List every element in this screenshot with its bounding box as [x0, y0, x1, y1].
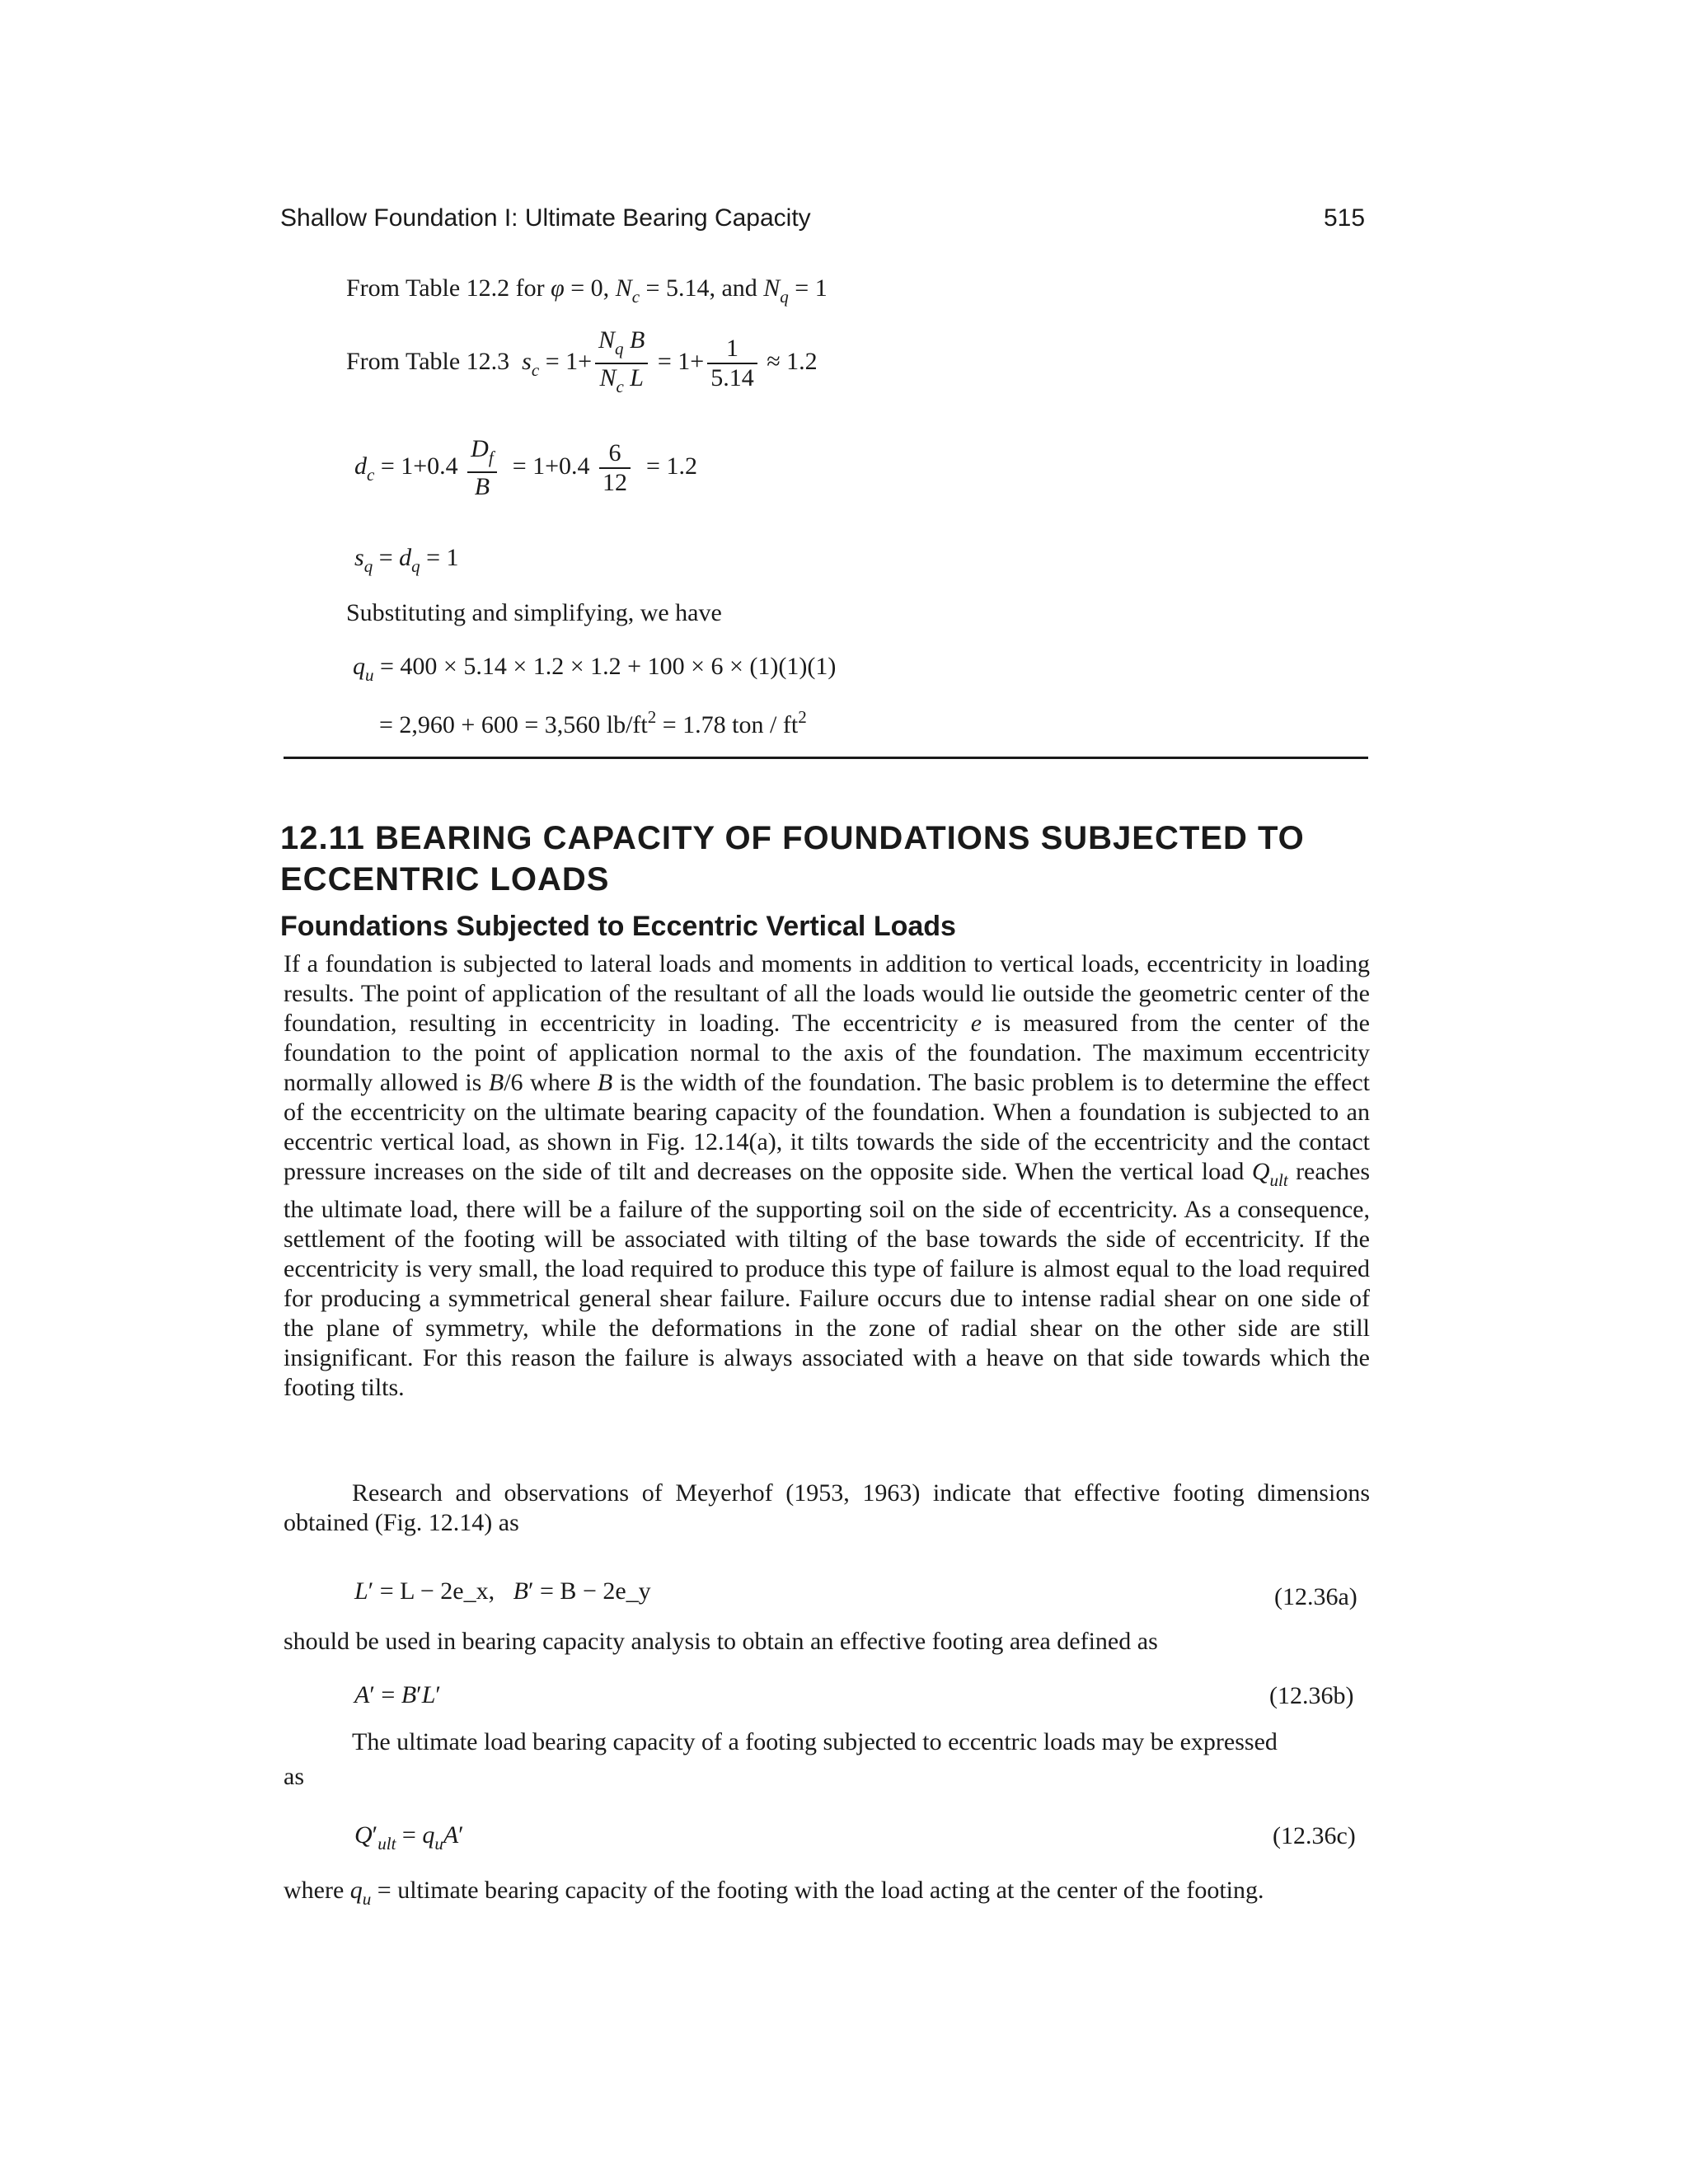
section-heading-line1: 12.11 BEARING CAPACITY OF FOUNDATIONS SUBJECTED TO — [280, 820, 1305, 856]
qu-equation-line1: $q_u = 400 \times 5.14 \times 1.2 \times 1.2 + 100 \times 6 \times (1)(1)(1)$ — [353, 653, 837, 685]
equation-number-12-36a: (12.36a) — [1274, 1583, 1357, 1610]
sq-dq-equation: $s_q = d_q = 1$ — [354, 544, 459, 576]
sc-equation: From Table 12.3 $s_c = 1+$ $\frac{N_q B}{N_c L}$ = 1+ $\frac{1}{5.14}$ ≈ 1.2 — [346, 326, 818, 401]
paragraph-eccentric-loads: If a foundation is subjected to lateral loads and moments in addition to vertical loads, eccentricity in loading results. The point of application of the resultant of all the loads would lie outside the geometric center of the foundation, resulting in eccentricity in loading. The eccentricity e is measured from the center of the foundation to the point of application normal to the axis of the foundation. The maximum eccentricity normally allowed is B/6 where B is the width of the foundation. The basic problem is to determine the effect of the eccentricity on the ultimate bearing capacity of the foundation. When a foundation is subjected to an eccentric vertical load, as shown in Fig. 12.14(a), it tilts towards the side of the eccentricity and the contact pressure increases on the side of tilt and decreases on the opposite side. When the vertical load $Q_{ult}$ reaches the ultimate load, there will be a failure of the supporting soil on the side of eccentricity. As a consequence, settlement of the footing will be associated with tilting of the base towards the side of eccentricity. If the eccentricity is very small, the load required to produce this type of failure is almost equal to the load required for producing a symmetrical general shear failure. Failure occurs due to intense radial shear on one side of the plane of symmetry, while the deformations in the zone of radial shear on the other side are still insignificant. For this reason the failure is always associated with a heave on that side towards which the footing tilts. — [284, 950, 1370, 1401]
qu-equation-line2: = 2,960 + 600 = 3,560 $lb/ft^2 = 1.78$ ton / $ft^2$ — [379, 707, 807, 738]
running-title: Shallow Foundation I: Ultimate Bearing Capacity — [280, 204, 811, 232]
paragraph-ultimate-load-line1: The ultimate load bearing capacity of a footing subjected to eccentric loads may be expressed — [352, 1728, 1278, 1755]
section-heading-line2: ECCENTRIC LOADS — [280, 861, 610, 898]
substituting-text: Substituting and simplifying, we have — [346, 599, 722, 626]
equation-12-36c: $Q'_{ult} = q_uA'$ — [354, 1821, 464, 1854]
paragraph-meyerhof: Research and observations of Meyerhof (1953, 1963) indicate that effective footing dimensions obtained (Fig. 12.14) as — [284, 1479, 1370, 1536]
paragraph-ultimate-load-line2: as — [284, 1763, 304, 1790]
dc-equation: $d_c = 1+0.4$ $\frac{D_f}{B}$ = 1+0.4 $\frac{6}{12}$ = 1.2 — [354, 435, 697, 500]
example-line-table-12-2: From Table 12.2 for φ = 0, $N_c = 5.14$, and $N_q = 1$ — [346, 274, 828, 307]
equation-12-36a: L′ = L − 2e_x, B′ = B − 2e_y — [354, 1577, 651, 1605]
page-number: 515 — [1324, 204, 1366, 232]
where-qu-definition: where $q_u$ = ultimate bearing capacity of the footing with the load acting at the center of the footing. — [284, 1877, 1264, 1909]
example-end-rule — [284, 757, 1368, 759]
equation-number-12-36c: (12.36c) — [1273, 1822, 1356, 1849]
after-eq-a-text: should be used in bearing capacity analysis to obtain an effective footing area defined as — [284, 1628, 1158, 1655]
subsection-heading: Foundations Subjected to Eccentric Vertical Loads — [280, 911, 956, 942]
equation-number-12-36b: (12.36b) — [1269, 1682, 1354, 1709]
equation-12-36b: A′ = B′L′ — [354, 1681, 441, 1708]
